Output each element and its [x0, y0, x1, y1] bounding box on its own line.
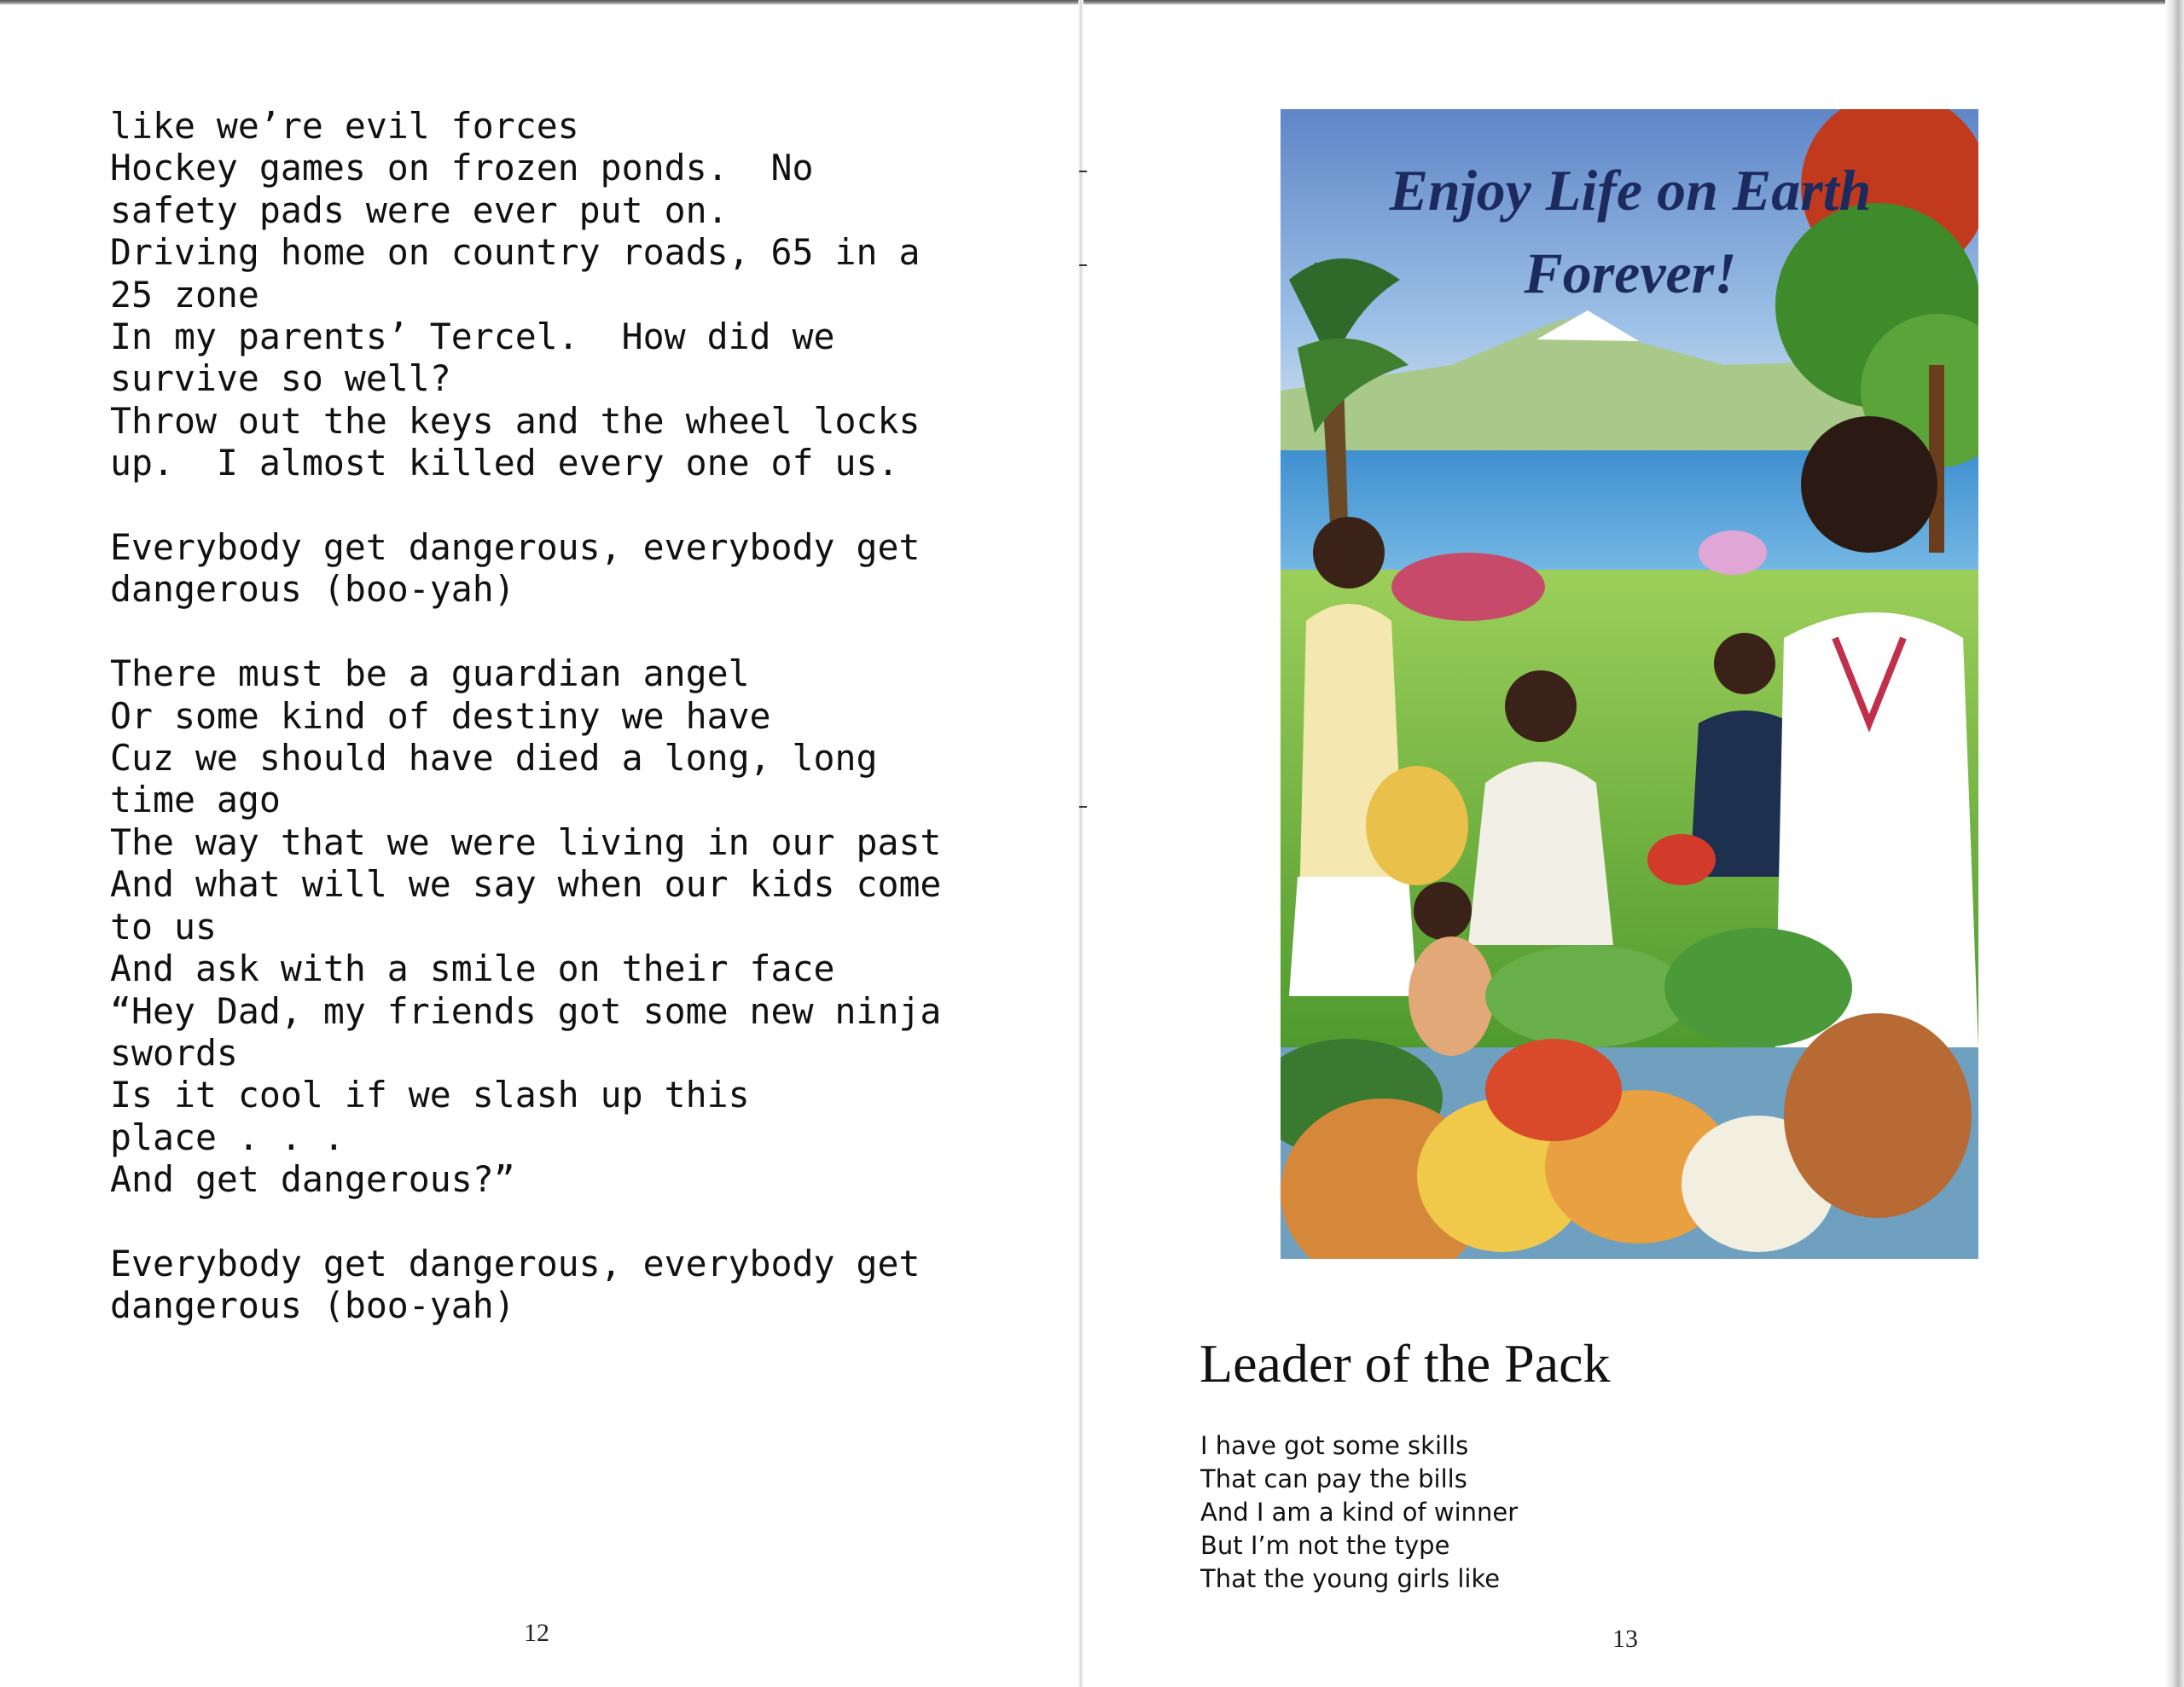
lyric-line: dangerous (boo-yah) [110, 1284, 515, 1327]
lyric-line: There must be a guardian angel [110, 652, 750, 695]
lyric-line: Is it cool if we slash up this [110, 1074, 750, 1116]
page-right-edge [2165, 0, 2184, 1687]
lyric-line: “Hey Dad, my friends got some new ninja [110, 989, 942, 1032]
cover-title-line1: Enjoy Life on Earth [1389, 158, 1872, 223]
song-line: But I’m not the type [1200, 1531, 1450, 1560]
lyric-line: And what will we say when our kids come [110, 863, 942, 906]
stanza-break [110, 1201, 1066, 1243]
page-number-right: 13 [1612, 1625, 1638, 1653]
lyric-line: safety pads were ever put on. [110, 188, 729, 231]
song-line: That can pay the bills [1200, 1464, 1467, 1493]
left-page [0, 0, 1078, 1687]
lyric-line: In my parents’ Tercel. How did we [110, 316, 835, 358]
song-lines [1200, 1429, 1518, 1596]
lyric-line: Throw out the keys and the wheel locks [110, 399, 921, 442]
cover-title-line2: Forever! [1524, 241, 1737, 305]
lyric-line: Everybody get dangerous, everybody get [110, 526, 921, 569]
song-title: Leader of the Pack [1199, 1333, 1611, 1394]
lyric-line: And ask with a smile on their face [110, 948, 835, 990]
lyric-line: 25 zone [110, 273, 259, 316]
lyric-line: swords [110, 1031, 238, 1074]
song-line: And I am a kind of winner [1200, 1498, 1519, 1527]
lyric-line: place . . . [110, 1116, 345, 1158]
lyric-line: Hockey games on frozen ponds. No [110, 147, 814, 189]
lyric-line: Cuz we should have died a long, long [110, 737, 878, 780]
stanza-break [110, 484, 1066, 526]
lyric-line: like we’re evil forces [110, 105, 579, 147]
lyric-line: And get dangerous?” [110, 1158, 515, 1201]
song-line: I have got some skills [1200, 1431, 1469, 1460]
lyric-line: time ago [110, 779, 281, 821]
cover-illustration [1281, 109, 1978, 1259]
lyric-line: up. I almost killed every one of us. [110, 442, 899, 484]
lyric-line: survive so well? [110, 357, 451, 400]
lyric-line: Driving home on country roads, 65 in a [110, 231, 921, 274]
lyric-line: to us [110, 905, 217, 948]
lyrics-text [110, 105, 1066, 1327]
song-line: That the young girls like [1200, 1564, 1501, 1593]
lyric-line: The way that we were living in our past [110, 820, 942, 863]
page-number-left: 12 [524, 1619, 549, 1647]
lyric-line: Everybody get dangerous, everybody get [110, 1242, 921, 1284]
lyric-line: dangerous (boo-yah) [110, 568, 515, 611]
stanza-break [110, 611, 1066, 652]
lyric-line: Or some kind of destiny we have [110, 694, 771, 737]
